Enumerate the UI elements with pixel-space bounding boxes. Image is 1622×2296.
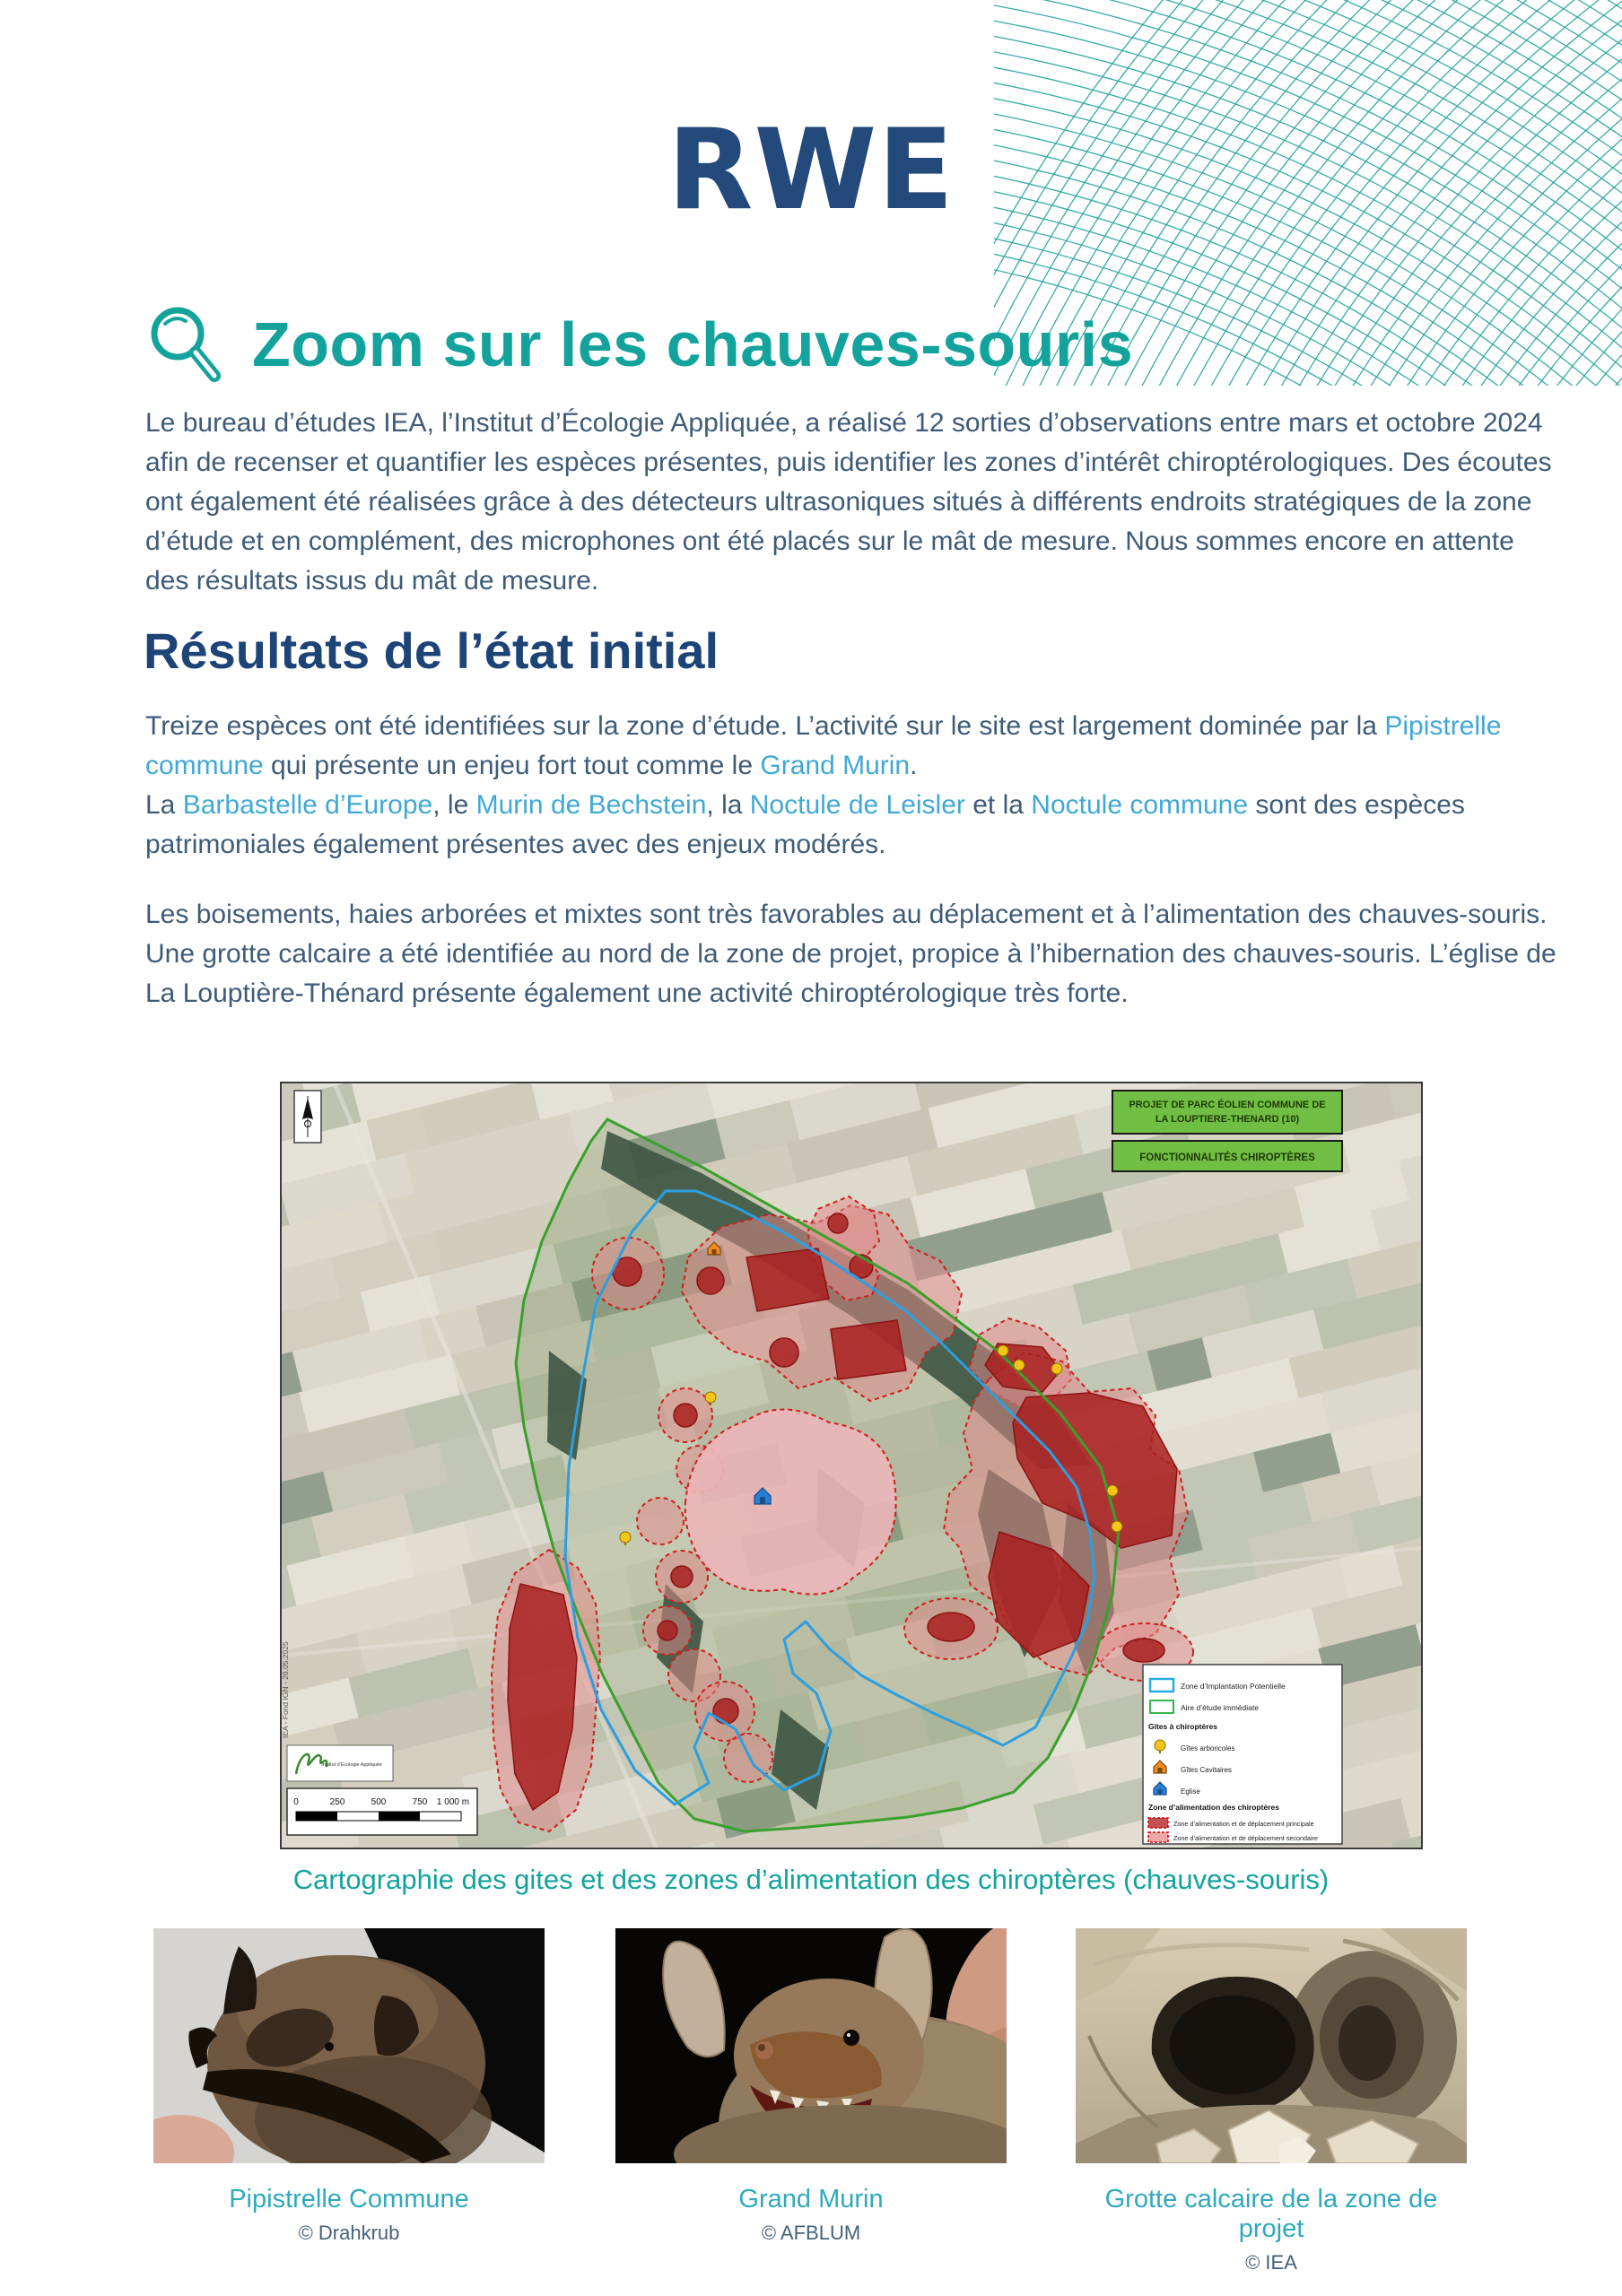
compass-rose bbox=[294, 1091, 321, 1143]
scale-250: 250 bbox=[329, 1797, 345, 1807]
photo-grand-murin bbox=[615, 1928, 1007, 2245]
legend-arboricoles-label: Gîtes arboricoles bbox=[1181, 1744, 1235, 1752]
photo-pipistrelle bbox=[153, 1928, 545, 2245]
results-paragraph bbox=[145, 707, 1563, 865]
legend-gites-header: Gîtes à chiroptères bbox=[1148, 1722, 1218, 1731]
species-noctule-leisler: Noctule de Leisler bbox=[749, 790, 965, 820]
species-grand-murin: Grand Murin bbox=[760, 751, 911, 780]
map-title-boxes bbox=[1112, 1091, 1342, 1171]
scale-1000: 1 000 m bbox=[436, 1797, 470, 1807]
magnifier-icon bbox=[142, 301, 227, 387]
habitat-paragraph: Les boisements, haies arborées et mixtes sont très favorables au déplacement et à l’alimentation des chauves-souris. Une grotte calcaire a été identifiée au nord de la zone de projet, propice à l’hibernation des chauves-souris. L’église de La Louptière-Thénard présente également une activité chiroptérologique très forte. bbox=[145, 900, 1557, 1008]
species-barbastelle: Barbastelle d’Europe bbox=[182, 790, 433, 820]
photo-grotte bbox=[1076, 1928, 1467, 2274]
scale-500: 500 bbox=[371, 1797, 387, 1807]
text-run: Treize espèces ont été identifiées sur la zone d’étude. L’activité sur le site est largement dominée par la bbox=[145, 711, 1385, 741]
legend-principale-label: Zone d’alimentation et de déplacement principale bbox=[1173, 1820, 1314, 1828]
text-run: , le bbox=[432, 790, 476, 820]
legend-eglise-label: Eglise bbox=[1181, 1787, 1200, 1796]
village-zone bbox=[685, 1409, 896, 1594]
legend-zones-header: Zone d’alimentation des chiroptères bbox=[1148, 1803, 1279, 1812]
intro-paragraph: Le bureau d’études IEA, l’Institut d’Écologie Appliquée, a réalisé 12 sorties d’observations entre mars et octobre 2024 afin de recenser et quantifier les espèces présentes, puis identifier les zones d’intérêt chiroptérologiques. Des écoutes ont également été réalisées grâce à des détecteurs ultrasoniques situés à différents endroits stratégiques de la zone d’étude et en complément, des microphones ont été placés sur le mât de mesure. Nous sommes encore en attente des résultats issus du mât de mesure. bbox=[145, 408, 1552, 596]
text-run: sont des espèces patrimoniales également présentes avec des enjeux modérés. bbox=[145, 790, 1465, 859]
species-noctule-commune: Noctule commune bbox=[1031, 790, 1249, 820]
map-title-line2: LA LOUPTIERE-THENARD (10) bbox=[1155, 1114, 1300, 1125]
photo-credit: © AFBLUM bbox=[761, 2222, 861, 2244]
map-title-line1: PROJET DE PARC ÉOLIEN COMMUNE DE bbox=[1129, 1100, 1326, 1110]
text-run: La bbox=[145, 790, 183, 820]
rwe-logo: RWE bbox=[667, 106, 955, 235]
title-row bbox=[142, 301, 1133, 387]
scale-750: 750 bbox=[412, 1797, 428, 1807]
text-run: . bbox=[910, 751, 918, 780]
species-pipistrelle-commune: Pipistrelle commune bbox=[145, 711, 1502, 780]
text-run: , la bbox=[706, 790, 750, 820]
map-legend bbox=[1143, 1665, 1342, 1844]
page-title: Zoom sur les chauves-souris bbox=[252, 309, 1134, 379]
text-run: et la bbox=[964, 790, 1032, 820]
legend-principale-swatch bbox=[1148, 1818, 1168, 1828]
photo-credit: © IEA bbox=[1245, 2251, 1297, 2274]
map-subtitle: FONCTIONNALITÉS CHIROPTÈRES bbox=[1139, 1152, 1315, 1163]
legend-zip-label: Zone d’Implantation Potentielle bbox=[1181, 1682, 1286, 1691]
legend-aire-label: Aire d’étude immédiate bbox=[1181, 1703, 1259, 1712]
photo-caption: Grotte calcaire de la zone de projet bbox=[1104, 2185, 1438, 2243]
photo-pipistrelle-image bbox=[153, 1928, 545, 2163]
chiroptera-map bbox=[280, 1082, 1423, 1849]
legend-secondaire-swatch bbox=[1148, 1832, 1168, 1842]
legend-secondaire-label: Zone d’alimentation et de déplacement secondaire bbox=[1173, 1834, 1319, 1842]
photo-grotte-image bbox=[1076, 1928, 1467, 2163]
legend-cavitaires-label: Gîtes Cavitaires bbox=[1181, 1766, 1232, 1774]
map-canvas bbox=[280, 1082, 1423, 1849]
section-heading: Résultats de l’état initial bbox=[144, 622, 719, 679]
legend-zip-swatch bbox=[1150, 1679, 1173, 1692]
scale-0: 0 bbox=[293, 1797, 299, 1807]
iea-agency-label: Institut d’Écologie Appliquée bbox=[321, 1762, 382, 1768]
map-credit-vertical: IEA - Fond IGN - 26.05.2025 bbox=[281, 1641, 290, 1738]
text-run: qui présente un enjeu fort tout comme le bbox=[263, 751, 761, 780]
photo-credit: © Drahkrub bbox=[298, 2222, 400, 2244]
scale-bar bbox=[287, 1788, 477, 1835]
map-caption: Cartographie des gites et des zones d’alimentation des chiroptères (chauves-souris) bbox=[292, 1864, 1330, 1895]
species-murin-bechstein: Murin de Bechstein bbox=[475, 790, 707, 820]
photo-grand-murin-image bbox=[615, 1928, 1007, 2163]
photo-caption: Pipistrelle Commune bbox=[229, 2185, 469, 2213]
photo-caption: Grand Murin bbox=[738, 2185, 884, 2213]
iea-agency-box bbox=[287, 1745, 393, 1781]
legend-aire-swatch bbox=[1150, 1700, 1173, 1713]
